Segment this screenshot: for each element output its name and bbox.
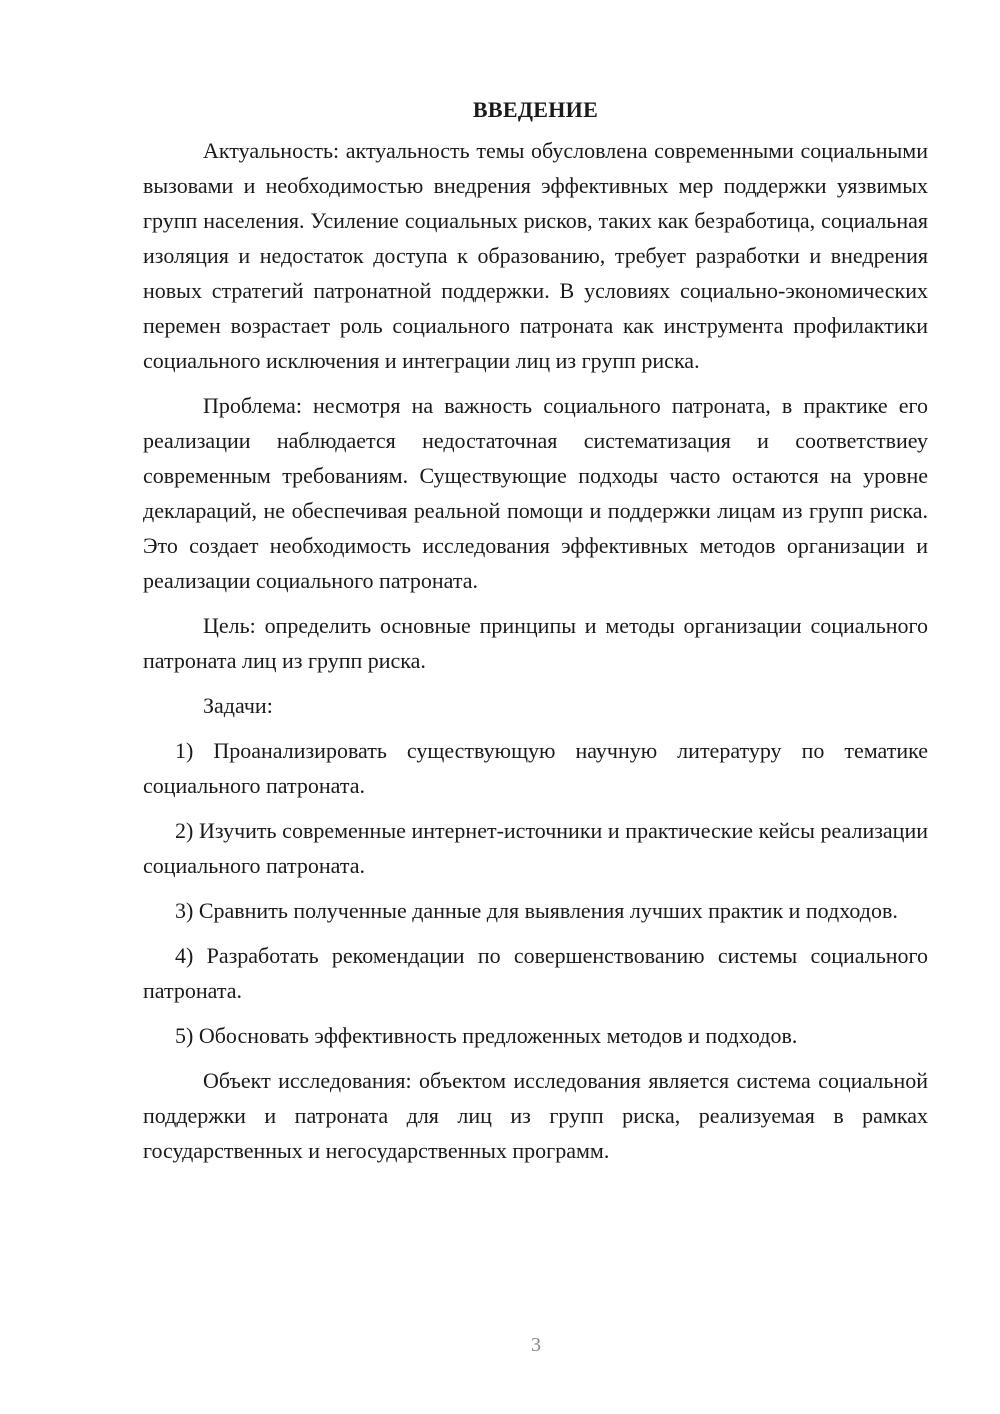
page-number: 3 — [531, 1334, 541, 1356]
object-paragraph: Объект исследования: объектом исследования является система социальной поддержки и патроната для лиц из групп риска, реализуемая в рамках государственных и негосударственных программ. — [143, 1068, 928, 1163]
relevance-paragraph: Актуальность: актуальность темы обусловлена современными социальными вызовами и необходимостью внедрения эффективных мер поддержки уязвимых групп населения. Усиление социальных рисков, таких как безработица, социальная изоляция и недостаток доступа к образованию, требует разработки и внедрения новых стратегий патронатной поддержки. В условиях социально-экономических перемен возрастает роль социального патроната как инструмента профилактики социального исключения и интеграции лиц из групп риска. — [143, 138, 928, 373]
problem-paragraph: Проблема: несмотря на важность социального патроната, в практике его реализации наблюдается недостаточная систематизация и соответствиеу современным требованиям. Существующие подходы часто остаются на уровне деклараций, не обеспечивая реальной помощи и поддержки лицам из групп риска. Это создает необходимость исследования эффективных методов организации и реализации социального патроната. — [143, 393, 928, 593]
task-item: 3) Сравнить полученные данные для выявления лучших практик и подходов. — [175, 898, 898, 923]
tasks-heading: Задачи: — [203, 693, 273, 718]
document-title: ВВЕДЕНИЕ — [472, 97, 599, 122]
task-item: 4) Разработать рекомендации по совершенствованию системы социального патроната. — [143, 943, 928, 1003]
task-item: 1) Проанализировать существующую научную литературу по тематике социального патроната. — [143, 738, 928, 798]
task-item: 2) Изучить современные интернет-источники и практические кейсы реализации социального патроната. — [143, 818, 928, 878]
document-page — [143, 92, 928, 1178]
task-item: 5) Обосновать эффективность предложенных методов и подходов. — [175, 1023, 798, 1048]
goal-paragraph: Цель: определить основные принципы и методы организации социального патроната лиц из групп риска. — [143, 613, 928, 673]
